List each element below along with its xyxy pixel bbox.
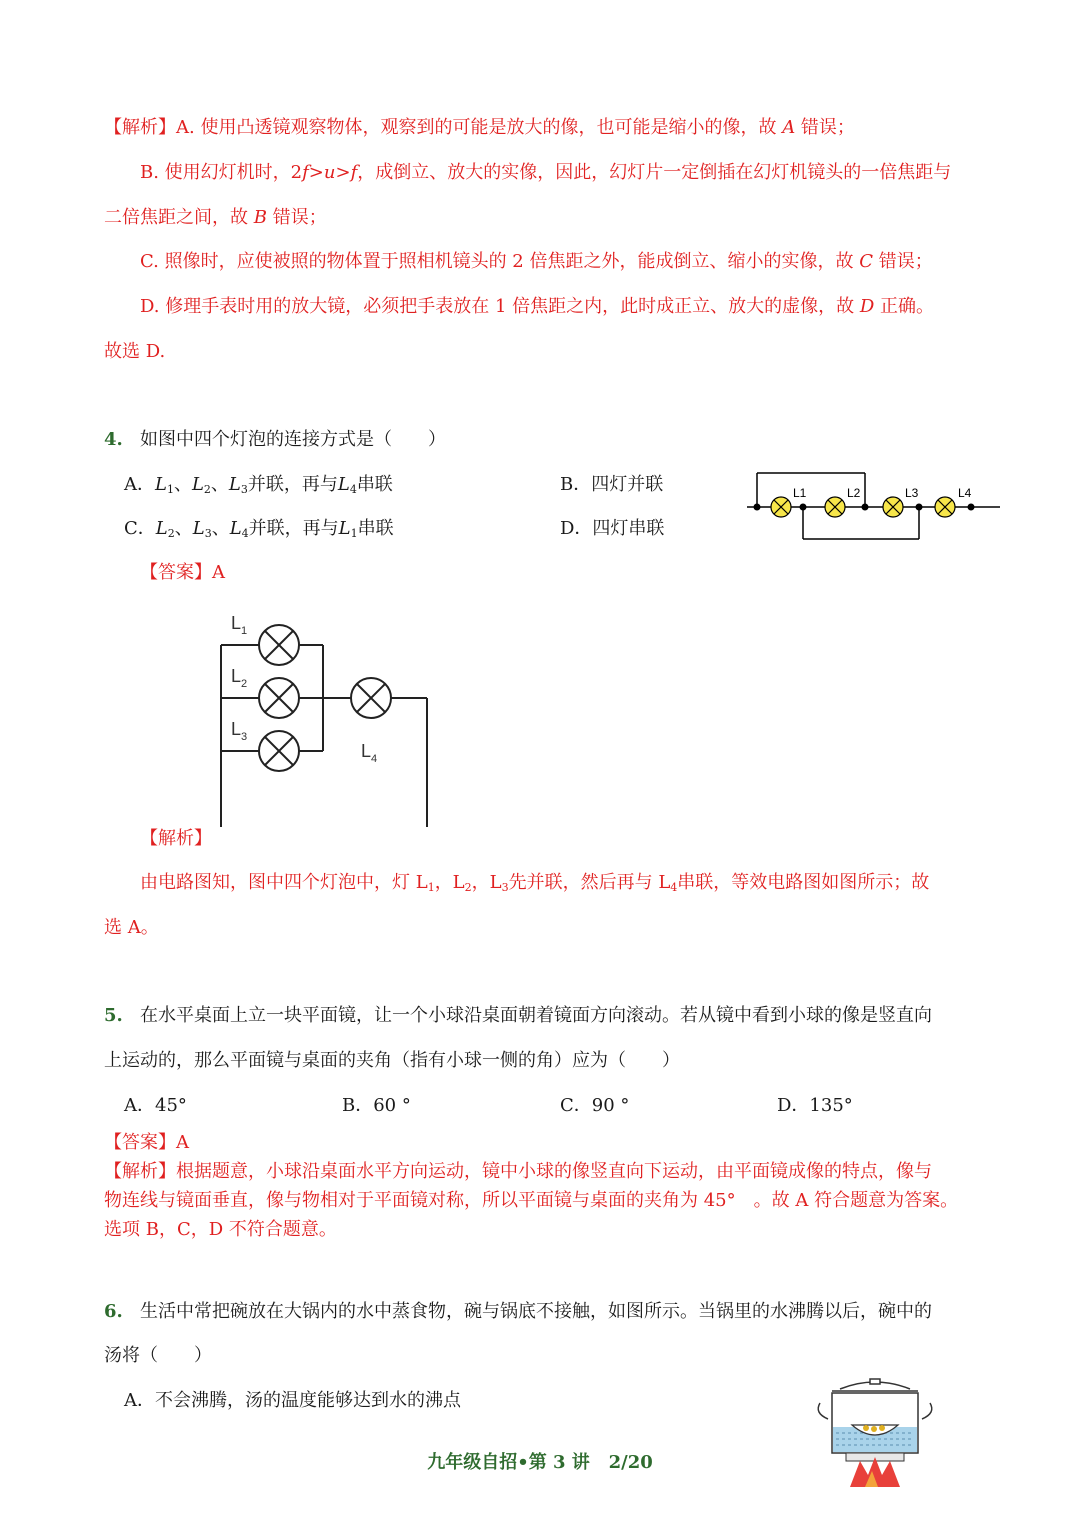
q4-analysis-tag: 【解析】 bbox=[140, 828, 212, 849]
q5-option-b: B．60 ° bbox=[342, 1095, 411, 1116]
q3-analysis-b2: 二倍焦距之间，故 B 错误； bbox=[104, 207, 327, 228]
q6-option-a: A．不会沸腾，汤的温度能够达到水的沸点 bbox=[124, 1390, 461, 1411]
q4-option-c: C．$L_2$、$L_3$、$L_4$并联，再与$L_1$串联 bbox=[124, 518, 394, 540]
q4-analysis-line1: 由电路图知，图中四个灯泡中，灯 $L_1$，$L_2$，$L_3$先并联，然后再与 $L_4$串联，等效电路图如图所示；故 bbox=[140, 872, 930, 894]
q5-option-a: A．45° bbox=[124, 1095, 187, 1116]
label-l3: L3 bbox=[905, 486, 919, 500]
page-footer: 九年级自招•第 3 讲 2/20 bbox=[427, 1452, 653, 1473]
q4-equivalent-circuit bbox=[215, 605, 440, 830]
label-l4: L4 bbox=[958, 486, 972, 500]
svg-text:L4: $L_4$ bbox=[361, 741, 378, 765]
q4-option-a: A．$L_1$、$L_2$、$L_3$并联，再与$L_4$串联 bbox=[124, 474, 393, 496]
q5-stem-line1: 5. 在水平桌面上立一块平面镜，让一个小球沿桌面朝着镜面方向滚动。若从镜中看到小球的像是竖直向 bbox=[104, 1005, 932, 1026]
q3-analysis-b: B. 使用幻灯机时，2f>u>f，成倒立、放大的实像，因此，幻灯片一定倒插在幻灯机镜头的一倍焦距与 bbox=[140, 162, 952, 183]
q6-stem-line2: 汤将（ ） bbox=[104, 1345, 212, 1366]
q5-option-c: C．90 ° bbox=[560, 1095, 630, 1116]
q3-choose: 故选 D. bbox=[104, 341, 166, 362]
q5-answer: 【答案】A bbox=[104, 1132, 189, 1153]
q4-analysis-line2: 选 A。 bbox=[104, 917, 159, 938]
q3-analysis-c: C. 照像时，应使被照的物体置于照相机镜头的 2 倍焦距之外，能成倒立、缩小的实像，故 C 错误； bbox=[140, 251, 933, 272]
q5-option-d: D．135° bbox=[777, 1095, 853, 1116]
q5-analysis-line2: 物连线与镜面垂直，像与物相对于平面镜对称，所以平面镜与桌面的夹角为 45° 。故 A 符合题意为答案。 bbox=[104, 1190, 959, 1211]
svg-text:L1: $L_1$ bbox=[231, 613, 248, 637]
svg-text:L2: $L_2$ bbox=[231, 666, 248, 690]
q4-answer: 【答案】A bbox=[140, 562, 225, 583]
q4-option-b: B．四灯并联 bbox=[560, 474, 664, 495]
q3-analysis-d: D. 修理手表时用的放大镜，必须把手表放在 1 倍焦距之内，此时成正立、放大的虚像，故 D 正确。 bbox=[140, 296, 935, 317]
label-l1: L1 bbox=[793, 486, 807, 500]
q5-analysis-line3: 选项 B，C，D 不符合题意。 bbox=[104, 1219, 337, 1240]
svg-text:L3: $L_3$ bbox=[231, 719, 248, 743]
q5-analysis-line1: 【解析】根据题意，小球沿桌面水平方向运动，镜中小球的像竖直向下运动，由平面镜成像的特点，像与 bbox=[104, 1161, 932, 1182]
q3-analysis-a: 【解析】A. 使用凸透镜观察物体，观察到的可能是放大的像，也可能是缩小的像，故 A 错误； bbox=[104, 117, 855, 138]
q4-option-d: D．四灯串联 bbox=[560, 518, 665, 539]
q5-stem-line2: 上运动的，那么平面镜与桌面的夹角（指有小球一侧的角）应为（ ） bbox=[104, 1050, 680, 1071]
q4-circuit-diagram bbox=[745, 465, 1005, 545]
q4-stem: 4. 如图中四个灯泡的连接方式是（ ） bbox=[104, 429, 446, 450]
label-l2: L2 bbox=[847, 486, 861, 500]
q6-stem-line1: 6. 生活中常把碗放在大锅内的水中蒸食物，碗与锅底不接触，如图所示。当锅里的水沸腾以后，碗中的 bbox=[104, 1301, 932, 1322]
